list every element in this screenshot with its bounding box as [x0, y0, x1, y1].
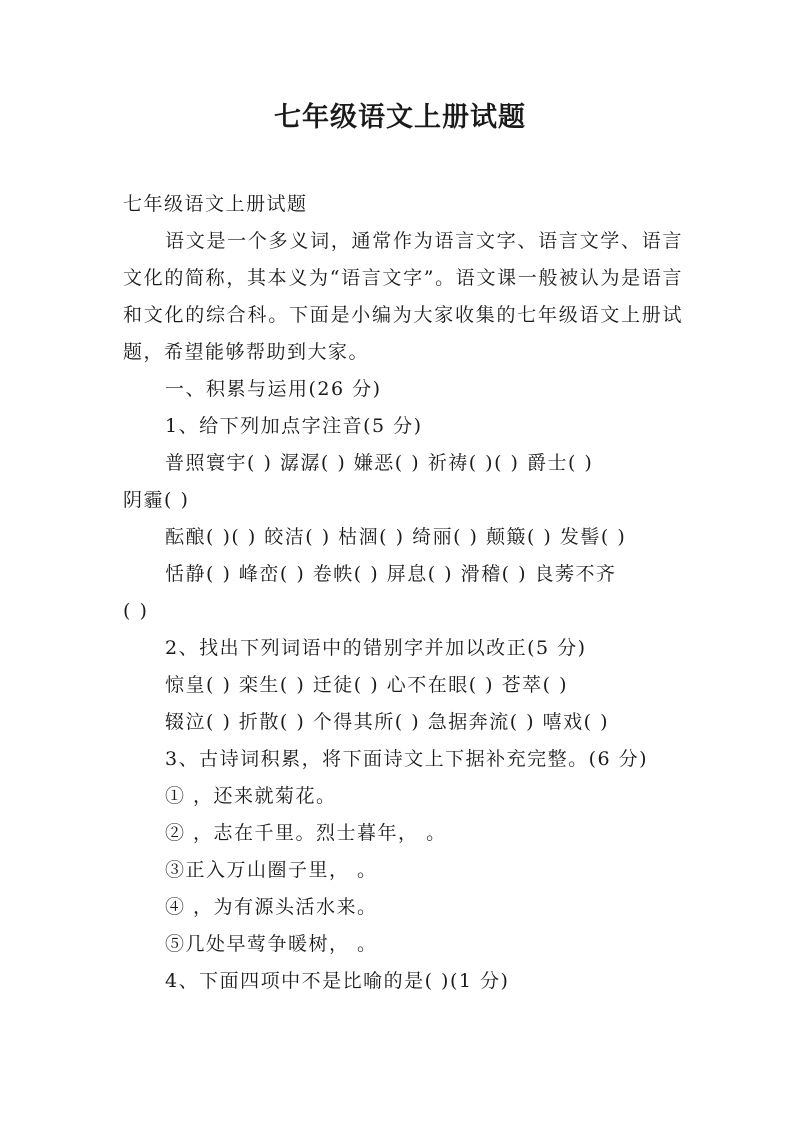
question-3-item: ⑤几处早莺争暖树， 。 [165, 933, 378, 955]
intro-paragraph: 语文是一个多义词，通常作为语言文字、语言文学、语言文化的简称，其本义为“语言文字”。语文课一般被认为是语言和文化的综合科。下面是小编为大家收集的七年级语文上册试题，希望能够帮助到大家。 [123, 230, 683, 363]
question-1-row-3-continued: ( ) [123, 600, 149, 622]
document-subtitle: 七年级语文上册试题 [123, 193, 308, 215]
question-3-heading: 3、古诗词积累，将下面诗文上下据补充完整。(6 分) [165, 748, 649, 770]
question-1-row-1-continued: 阴霾( ) [123, 489, 190, 511]
question-4-heading: 4、下面四项中不是比喻的是( )(1 分) [165, 970, 510, 992]
question-2-row-1: 惊皇( ) 栾生( ) 迁徒( ) 心不在眼( ) 苍萃( ) [165, 674, 568, 696]
document-title: 七年级语文上册试题 [274, 102, 526, 133]
question-1-heading: 1、给下列加点字注音(5 分) [165, 415, 423, 437]
question-1-row-3: 恬静( ) 峰峦( ) 卷帙( ) 屏息( ) 滑稽( ) 良莠不齐 [165, 563, 617, 585]
question-3-item: ② ，志在千里。烈士暮年， 。 [165, 822, 447, 844]
section-heading: 一、积累与运用(26 分) [165, 378, 382, 400]
question-3-item: ① ，还来就菊花。 [165, 785, 337, 807]
document-body [123, 186, 683, 1000]
question-2-row-2: 辍泣( ) 折散( ) 个得其所( ) 急据奔流( ) 嘻戏( ) [165, 711, 609, 733]
question-1-row-1: 普照寰宇( ) 潺潺( ) 嫌恶( ) 祈祷( )( ) 爵士( ) [165, 452, 594, 474]
question-3-item: ④ ，为有源头活水来。 [165, 896, 378, 918]
question-3-item: ③正入万山圈子里， 。 [165, 859, 378, 881]
question-1-row-2: 酝酿( )( ) 皎洁( ) 枯涸( ) 绮丽( ) 颠簸( ) 发髻( ) [165, 526, 627, 548]
question-2-heading: 2、找出下列词语中的错别字并加以改正(5 分) [165, 637, 587, 659]
